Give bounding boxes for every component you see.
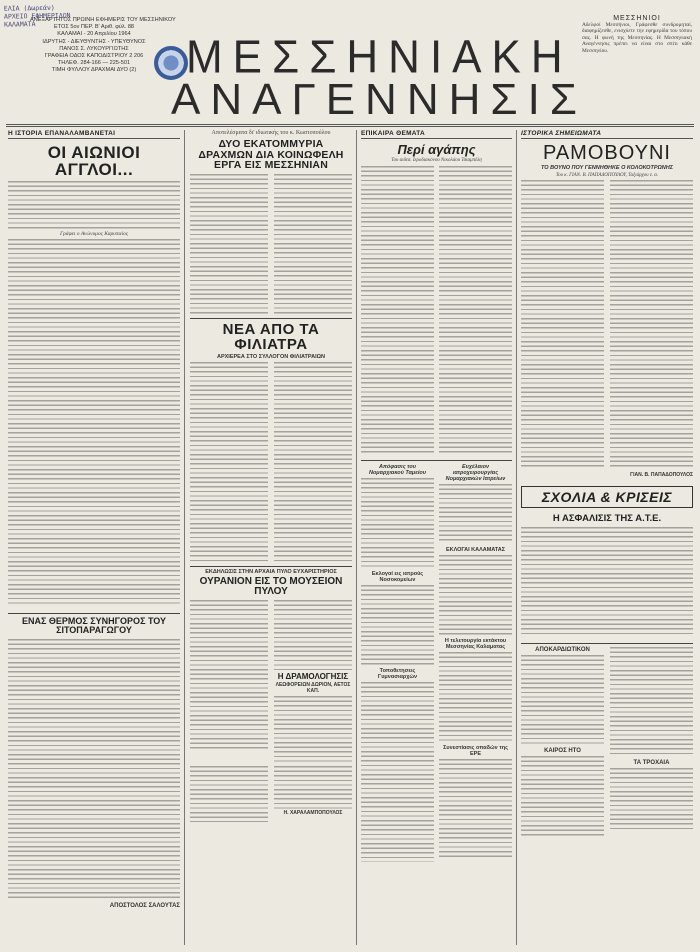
col1-signature: ΑΠΟΣΤΟΛΟΣ ΣΑΛΟΥΤΑΣ	[109, 903, 180, 909]
col3-headline: Περί αγάπης	[397, 142, 476, 157]
masthead-info: ΑΝΕΞΑΡΤΗΤΟΣ ΠΡΩΙΝΗ ΕΦΗΜΕΡΙΣ ΤΟΥ ΜΕΣΣΗΝΙΚΟΥ ΕΤΟΣ 5ον ΠΕΡ. Β' Αριθ. φύλ. 88 ΚΑΛΑΜΑΙ - 20 Απριλίου 1964 ΙΔΡΥΤΗΣ - ΔΙΕΥΘΥΝΤΗΣ - ΥΠΕΥΘΥΝΟΣ ΠΑΝΟΣ Σ. ΛΥΚΟΥΡΓΙΩΤΗΣ ΓΡΑΦΕΙΑ ΟΔΟΣ ΚΑΠΟΔΙΣΤΡΙΟΥ 2 206 ΤΗΛΕΦ. 284-166 — 225-501 ΤΙΜΗ ΦΥΛΛΟΥ ΔΡΑΧΜΑΙ ΔΥΟ (2)	[30, 17, 176, 74]
col1-intro-text	[8, 181, 180, 229]
column-2	[190, 130, 352, 945]
col4-sub-3: ΑΠΟΚΑΡΔΙΩΤΙΚΟΝ	[535, 646, 590, 653]
col4-headline-2: Η ΑΣΦΑΛΙΣΙΣ ΤΗΣ Α.Τ.Ε.	[552, 513, 662, 524]
col2-kicker: Αποτελέσματα δι' ιδιωτικής του κ. Κωστοπούλου	[211, 130, 331, 136]
archive-stamp: ΕΛΙΑ (Δωρεάν) ΑΡΧΕΙΟ ΕΦΗΜΕΡΙΔΩΝ ΚΑΛΑΜΑΤΑ	[3, 3, 71, 29]
column-divider	[356, 130, 357, 945]
col4-sub: ΤΟ ΒΟΥΝΟ ΠΟΥ ΓΕΝΝΗΘΗΚΕ Ο ΚΟΛΟΚΟΤΡΩΝΗΣ	[541, 165, 673, 171]
col3-sub-6: ΕΚΛΟΓΑΙ ΚΑΛΑΜΑΤΑΣ	[445, 547, 506, 553]
col1-headline-2: ΕΝΑΣ ΘΕΡΜΟΣ ΣΥΝΗΓΟΡΟΣ ΤΟΥ ΣΙΤΟΠΑΡΑΓΩΓΟΥ	[21, 616, 167, 635]
col4-article-text	[521, 527, 693, 637]
col4-section: ΣΧΟΛΙΑ & ΚΡΙΣΕΙΣ	[541, 489, 673, 505]
col3-sub-7: Η τελετουργία εκτάκτου Μεσσηνίας Καλαματας	[444, 638, 507, 650]
masthead-rule	[6, 124, 694, 125]
column-divider	[184, 130, 185, 945]
comments-section-header	[521, 486, 693, 508]
col3-sub-5: Εκλογαί εις ιατρούς Νοσοκομείων	[371, 571, 424, 583]
col2-headline-3: ΟΥΡΑΝΙΟΝ ΕΙΣ ΤΟ ΜΟΥΣΕΙΟΝ ΠΥΛΟΥ	[199, 575, 343, 597]
col3-kicker: ΕΠΙΚΑΙΡΑ ΘΕΜΑΤΑ	[361, 130, 512, 139]
col4-headline: ΡΑΜΟΒΟΥΝΙ	[542, 142, 671, 164]
col2-headline-4: Η ΔΡΑΜΟΛΟΓΗΣΙΣ	[277, 671, 349, 681]
masthead-notice	[582, 15, 692, 54]
col2-headline: ΔΥΟ ΕΚΑΤΟΜΜΥΡΙΑ ΔΡΑΧΜΩΝ ΔΙΑ ΚΟΙΝΩΦΕΛΗ ΕΡΓΑ ΕΙΣ ΜΕΣΣΗΝΙΑΝ	[198, 138, 344, 171]
column-3	[361, 130, 512, 945]
masthead-rule-2	[6, 126, 694, 127]
col4-sub-5: ΤΑ ΤΡΟΧΑΙΑ	[633, 759, 670, 766]
column-divider	[516, 130, 517, 945]
col1-article2-text	[8, 639, 180, 899]
col1-kicker: Η ΙΣΤΟΡΙΑ ΕΠΑΝΑΛΑΜΒΑΝΕΤΑΙ	[8, 130, 180, 139]
column-4	[521, 130, 693, 945]
col2-sub-3: ΕΚΔΗΛΩΣΙΣ ΣΤΗΝ ΑΡΧΑΙΑ ΠΥΛΟ ΕΥΧΑΡΙΣΤΗΡΙΟΣ	[205, 568, 337, 575]
col1-article-text	[8, 239, 180, 607]
notice-title: ΜΕΣΣΗΝΙΟΙ	[613, 15, 661, 22]
col3-sub-8: Συνεστίασις οπαδών της ΕΡΕ	[443, 745, 508, 757]
col2-sub-4: ΛΕΩΦΟΡΕΙΩΝ ΔΩΡΙΟΝ, ΑΕΤΟΣ ΚΑΠ.	[275, 681, 351, 694]
col4-byline: Του κ. ΓΙΑΝ. Β. ΠΑΠΑΔΟΠΟΥΛΟΥ, Ταξιάρχου ε. α.	[555, 173, 659, 178]
col1-article2	[8, 613, 180, 635]
col4-signature: ΓΙΑΝ. Β. ΠΑΠΑΔΟΠΟΥΛΟΣ	[630, 472, 693, 478]
col3-box-2: Ευχέλαιον ιατροχειρουργίας Νομαρχιακών Ιατρείων	[445, 464, 506, 482]
title-line-2: ΑΝΑΓΕΝΝΗΣΙΣ	[170, 75, 587, 124]
col3-box-1: Απόφασις του Νομαρχιακού Ταμείου	[368, 464, 427, 476]
col4-kicker: ΙΣΤΟΡΙΚΑ ΣΗΜΕΙΩΜΑΤΑ	[521, 130, 693, 139]
notice-text: Αδελφοί Μεσσήνιοι, Γράφεσθε συνδρομηταί, διαφημίζεσθε, ενισχύετε την εφημερίδα του τόπου σας. Η φωνή της Μεσσηνίας. Η Μεσσηνιακή Αναγέννησις πρέπει να είναι στο σπίτι κάθε Μεσσηνίου.	[582, 22, 692, 54]
col1-headline: ΟΙ ΑΙΩΝΙΟΙ ΑΓΓΛΟΙ...	[47, 143, 141, 179]
column-1	[8, 130, 180, 945]
col4-sub-4: ΚΑΙΡΟΣ ΗΤΟ	[544, 747, 581, 754]
col3-byline: Του αιδεσ. Ιεροδιακόνου Νικολάου Τσιαμπέλη	[391, 158, 482, 163]
col2-sub-2: ΑΡΧΙΕΡΕΑ ΣΤΟ ΣΥΛΛΟΓΟΝ ΦΙΛΙΑΤΡΑΙΩΝ	[217, 353, 325, 360]
col1-byline: Γράφει ο Ανώνυμος Καρυπαίος	[60, 231, 128, 237]
col2-article-body	[190, 174, 352, 314]
col2-headline-2: ΝΕΑ ΑΠΟ ΤΑ ΦΙΛΙΑΤΡΑ	[222, 320, 320, 353]
col2-signature: Η. ΧΑΡΑΛΑΜΠΟΠΟΥΛΟΣ	[283, 809, 343, 816]
col3-sub-9: Τοποθετησεις Γυμνασιαρχών	[377, 668, 418, 680]
title-line-1: ΜΕΣΣΗΝΙΑΚΗ	[186, 31, 573, 84]
